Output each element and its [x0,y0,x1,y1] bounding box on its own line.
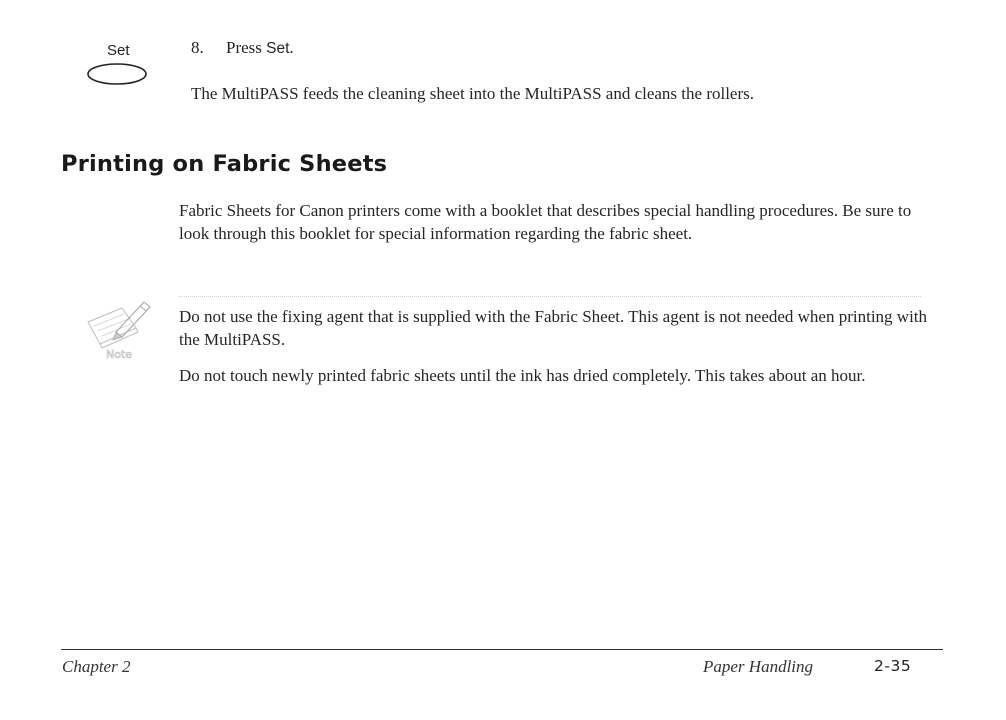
section-title: Printing on Fabric Sheets [61,151,388,177]
set-key-icon [86,62,148,86]
step-prefix: Press [226,38,267,57]
footer-section: Paper Handling [703,657,814,676]
note-paragraph: Do not touch newly printed fabric sheets until the ink has dried completely. This takes about an hour. [179,366,866,385]
step-number: 8. [191,38,204,57]
note-paragraph: Do not use the fixing agent that is supplied with the Fabric Sheet. This agent is not needed when printing with the MultiPASS. [179,307,928,349]
step-suffix: . [289,38,294,57]
footer-divider [61,649,943,650]
footer-chapter: Chapter 2 [62,657,131,676]
step-keyword: Set [266,40,290,57]
step-result: The MultiPASS feeds the cleaning sheet into the MultiPASS and cleans the rollers. [191,84,754,103]
set-key-label: Set [107,42,130,59]
section-paragraph: Fabric Sheets for Canon printers come with a booklet that describes special handling procedures. Be sure to look through this booklet for special information regarding the fabric sheet. [179,201,912,243]
note-icon-label: Note [106,348,133,360]
note-divider [179,296,921,297]
page-number: 2-35 [874,657,912,675]
note-pencil-icon [78,298,154,360]
step-instruction [226,38,294,58]
